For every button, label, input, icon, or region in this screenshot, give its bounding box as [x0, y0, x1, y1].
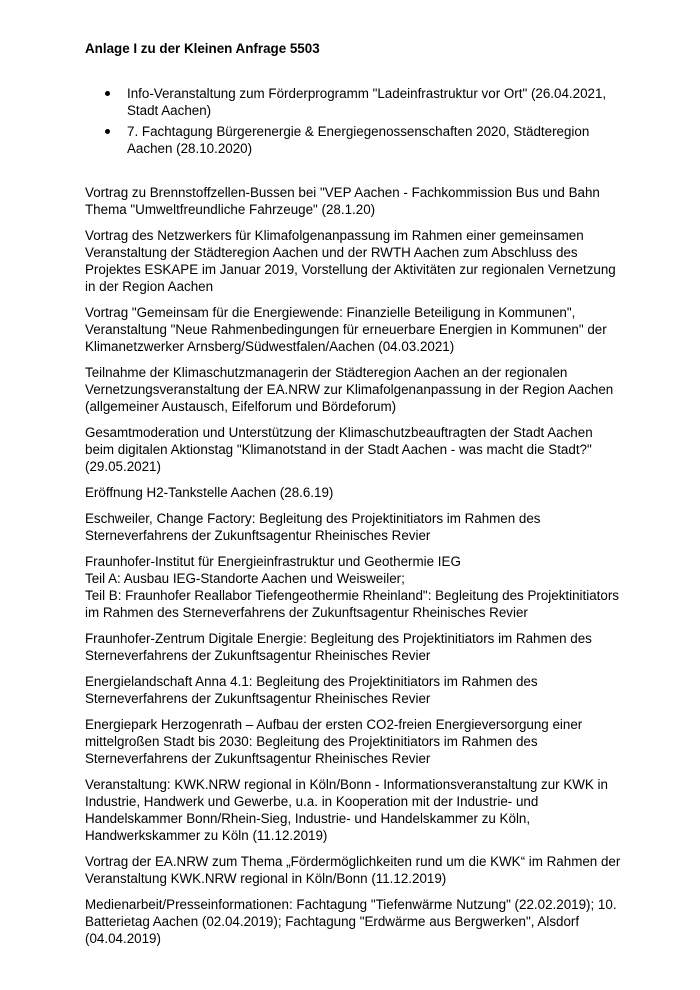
activity-paragraph: Vortrag zu Brennstoffzellen-Bussen bei "VEP Aachen - Fachkommission Bus und Bahn Thema "Umweltfreundliche Fahrzeuge" (28.1.20): [85, 185, 600, 217]
bullet-text: 7. Fachtagung Bürgerenergie & Energiegenossenschaften 2020, Städteregion Aachen (28.10.2020): [127, 124, 590, 156]
event-bullet-list: [105, 85, 625, 161]
bullet-icon: [105, 91, 110, 96]
activity-paragraph: Vortrag der EA.NRW zum Thema „Fördermöglichkeiten rund um die KWK“ im Rahmen der Veranstaltung KWK.NRW regional in Köln/Bonn (11.12.2019): [85, 854, 621, 886]
activity-paragraph: Fraunhofer-Institut für Energieinfrastruktur und Geothermie IEG Teil A: Ausbau IEG-Standorte Aachen und Weisweiler; Teil B: Fraunhofer Reallabor Tiefengeothermie Rheinland": Begleitung des Projektinitiators im Rahmen des Sterneverfahrens der Zukunftsagentur Rheinisches Revier: [85, 554, 619, 620]
activity-list: [85, 184, 625, 956]
bullet-item: [105, 123, 625, 157]
bullet-text: Info-Veranstaltung zum Förderprogramm "Ladeinfrastruktur vor Ort" (26.04.2021, Stadt Aachen): [127, 86, 607, 118]
activity-paragraph: Vortrag des Netzwerkers für Klimafolgenanpassung im Rahmen einer gemeinsamen Veranstaltung der Städteregion Aachen und der RWTH Aachen zum Abschluss des Projektes ESKAPE im Januar 2019, Vorstellung der Aktivitäten zur regionalen Vernetzung in der Region Aachen: [85, 228, 616, 294]
document-heading: Anlage I zu der Kleinen Anfrage 5503: [85, 41, 320, 56]
activity-paragraph: Gesamtmoderation und Unterstützung der Klimaschutzbeauftragten der Stadt Aachen beim digitalen Aktionstag "Klimanotstand in der Stadt Aachen - was macht die Stadt?" (29.05.2021): [85, 425, 593, 474]
activity-paragraph: Eröffnung H2-Tankstelle Aachen (28.6.19): [85, 485, 334, 500]
activity-paragraph: Energielandschaft Anna 4.1: Begleitung des Projektinitiators im Rahmen des Sterneverfahrens der Zukunftsagentur Rheinisches Revier: [85, 674, 538, 706]
bullet-icon: [105, 129, 110, 134]
activity-paragraph: Veranstaltung: KWK.NRW regional in Köln/Bonn - Informationsveranstaltung zur KWK in Industrie, Handwerk und Gewerbe, u.a. in Kooperation mit der Industrie- und Handelskammer Bonn/Rhein-Sieg, Industrie- und Handelskammer zu Köln, Handwerkskammer zu Köln (11.12.2019): [85, 777, 608, 843]
activity-paragraph: Teilnahme der Klimaschutzmanagerin der Städteregion Aachen an der regionalen Vernetzungsveranstaltung der EA.NRW zur Klimafolgenanpassung in der Region Aachen (allgemeiner Austausch, Eifelforum und Bördeforum): [85, 365, 614, 414]
bullet-item: [105, 85, 625, 119]
activity-paragraph: Energiepark Herzogenrath – Aufbau der ersten CO2-freien Energieversorgung einer mittelgroßen Stadt bis 2030: Begleitung des Projektinitiators im Rahmen des Sterneverfahrens der Zukunftsagentur Rheinisches Revier: [85, 717, 583, 766]
activity-paragraph: Vortrag "Gemeinsam für die Energiewende: Finanzielle Beteiligung in Kommunen", Veranstaltung "Neue Rahmenbedingungen für erneuerbare Energien in Kommunen" der Klimanetzwerker Arnsberg/Südwestfalen/Aachen (04.03.2021): [85, 305, 607, 354]
activity-paragraph: Medienarbeit/Presseinformationen: Fachtagung "Tiefenwärme Nutzung" (22.02.2019); 10. Batterietag Aachen (02.04.2019); Fachtagung "Erdwärme aus Bergwerken", Alsdorf (04.04.2019): [85, 897, 617, 946]
activity-paragraph: Eschweiler, Change Factory: Begleitung des Projektinitiators im Rahmen des Sterneverfahrens der Zukunftsagentur Rheinisches Revier: [85, 511, 541, 543]
activity-paragraph: Fraunhofer-Zentrum Digitale Energie: Begleitung des Projektinitiators im Rahmen des Sterneverfahrens der Zukunftsagentur Rheinisches Revier: [85, 631, 592, 663]
